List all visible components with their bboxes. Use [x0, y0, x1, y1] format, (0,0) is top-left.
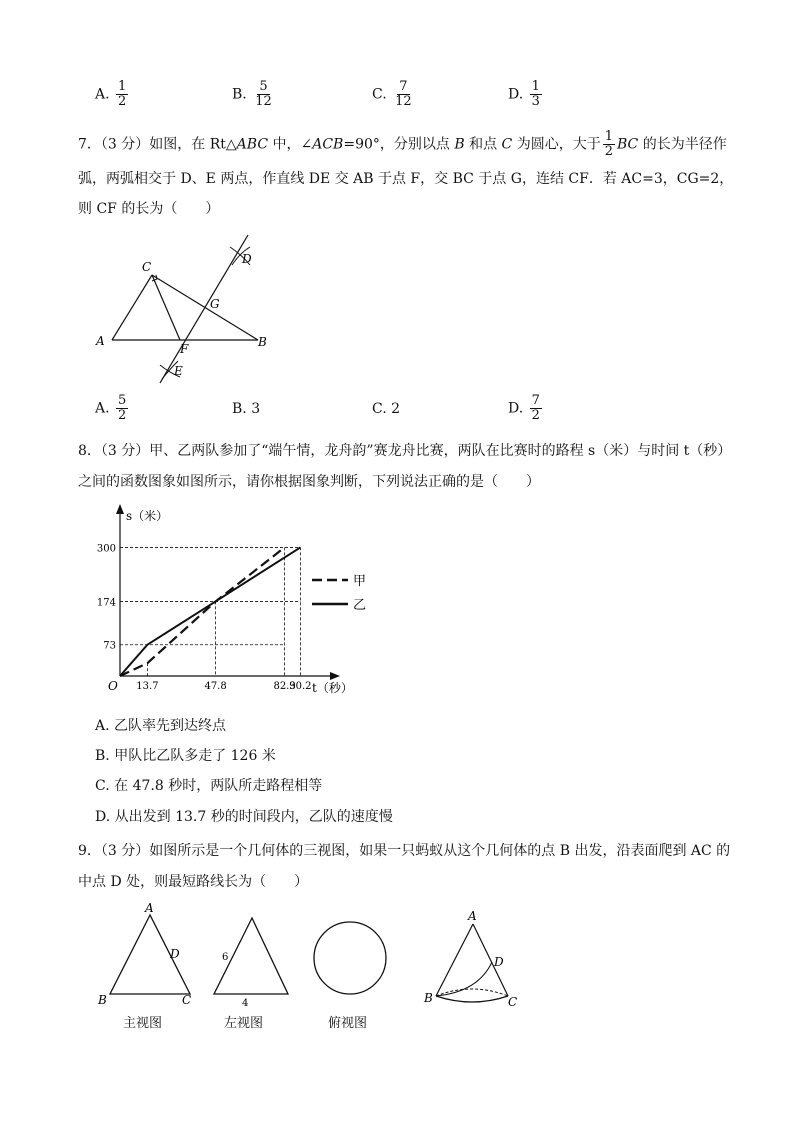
x-axis-label: t（秒） — [312, 681, 353, 695]
y-axis-label: s（米） — [126, 509, 169, 523]
x-tick-label: 82.3 — [273, 681, 296, 692]
q6-option-b[interactable]: B. $\frac{5}{12}$ — [232, 79, 272, 109]
series-line-甲 — [120, 547, 285, 676]
x-tick-label: 90.2 — [289, 681, 312, 692]
q7-option-d[interactable]: D. $\frac{7}{2}$ — [508, 393, 540, 423]
cone-base-front — [436, 996, 508, 1002]
q6-option-b-fraction: $\frac{5}{12}$ — [255, 79, 272, 109]
q6-option-a-fraction: $\frac{1}{2}$ — [118, 79, 127, 109]
q6-option-a[interactable]: A. $\frac{1}{2}$ — [95, 79, 127, 109]
q6-option-d[interactable]: D. $\frac{1}{3}$ — [508, 79, 540, 109]
q8-option-a[interactable]: A. 乙队率先到达终点 — [95, 718, 227, 734]
label-b: B — [258, 335, 267, 349]
top-view-caption: 俯视图 — [328, 1016, 368, 1031]
cone-label-b: B — [424, 991, 433, 1005]
cone-label-c: C — [508, 995, 518, 1009]
q8-distance-time-chart — [90, 500, 380, 700]
q9-stem-line2: 中点 D 处，则最短路线长为（ ） — [78, 874, 309, 890]
front-label-c: C — [182, 993, 192, 1007]
legend-label-甲: 甲 — [353, 574, 367, 589]
q7-option-a[interactable]: A. $\frac{5}{2}$ — [95, 393, 127, 423]
front-label-a: A — [145, 901, 154, 915]
x-tick-label: 13.7 — [136, 681, 159, 692]
q8-option-d[interactable]: D. 从出发到 13.7 秒的时间段内，乙队的速度慢 — [95, 809, 393, 825]
legend-label-乙: 乙 — [353, 598, 367, 613]
left-height-label: 6 — [222, 952, 229, 963]
cone-label-a: A — [468, 909, 477, 923]
cone-label-d: D — [494, 955, 504, 969]
left-base-label: 4 — [242, 998, 249, 1009]
y-axis-arrow — [116, 504, 124, 514]
q6-option-c[interactable]: C. $\frac{7}{12}$ — [372, 79, 412, 109]
y-tick-label: 300 — [96, 543, 116, 555]
q8-stem-line1: 8．（3 分）甲、乙两队参加了“端午情，龙舟韵”赛龙舟比赛，两队在比赛时的路程 s（米）与时间 t（秒） — [78, 443, 732, 459]
cone-edge-ab — [436, 924, 473, 996]
q7-option-d-fraction: $\frac{7}{2}$ — [531, 393, 540, 423]
label-a: A — [96, 334, 105, 348]
x-tick-label: 47.8 — [204, 681, 227, 692]
q7-triangle-figure — [90, 225, 290, 390]
q9-stem-line1: 9．（3 分）如图所示是一个几何体的三视图，如果一只蚂蚁从这个几何体的点 B 出发，沿表面爬到 AC 的 — [78, 843, 731, 859]
series-line-乙 — [120, 547, 300, 676]
top-view-circle — [314, 922, 386, 994]
label-f: F — [180, 342, 189, 356]
segment-ac — [112, 275, 152, 340]
q8-option-b[interactable]: B. 甲队比乙队多走了 126 米 — [95, 748, 276, 764]
q7-option-a-fraction: $\frac{5}{2}$ — [118, 393, 127, 423]
front-label-b: B — [98, 993, 107, 1007]
q7-stem-line1: 7．（3 分）如图，在 Rt△ABC 中，∠ACB=90°，分别以点 B 和点 C 为圆心，大于 $\frac{1}{2}$ BC 的长为半径作 — [78, 129, 727, 159]
q6-option-c-fraction: $\frac{7}{12}$ — [395, 79, 412, 109]
front-label-d: D — [170, 947, 180, 961]
q8-option-c[interactable]: C. 在 47.8 秒时，两队所走路程相等 — [95, 778, 323, 794]
y-tick-label: 73 — [103, 640, 116, 652]
x-axis-arrow — [330, 672, 340, 680]
label-d: D — [242, 252, 252, 266]
y-tick-label: 174 — [96, 597, 116, 609]
q7-option-c[interactable]: C. 2 — [372, 401, 401, 417]
label-g: G — [210, 297, 220, 311]
q7-stem-line3: 则 CF 的长为（ ） — [78, 201, 220, 217]
q7-stem-line2: 弧，两弧相交于 D、E 两点，作直线 DE 交 AB 于点 F，交 BC 于点 G，连结 CF．若 AC=3，CG=2， — [78, 171, 734, 187]
line-de — [160, 235, 248, 383]
q7-option-b[interactable]: B. 3 — [232, 401, 261, 417]
left-view-caption: 左视图 — [224, 1016, 264, 1031]
segment-cf — [152, 275, 180, 340]
label-c: C — [142, 260, 152, 274]
q6-option-d-fraction: $\frac{1}{3}$ — [531, 79, 540, 109]
q7-half-fraction: $\frac{1}{2}$ — [604, 129, 613, 159]
label-e: E — [174, 364, 183, 378]
front-view-caption: 主视图 — [123, 1016, 163, 1031]
q8-stem-line2: 之间的函数图象如图所示，请你根据图象判断，下列说法正确的是（ ） — [78, 474, 540, 490]
origin-label: O — [108, 679, 118, 693]
